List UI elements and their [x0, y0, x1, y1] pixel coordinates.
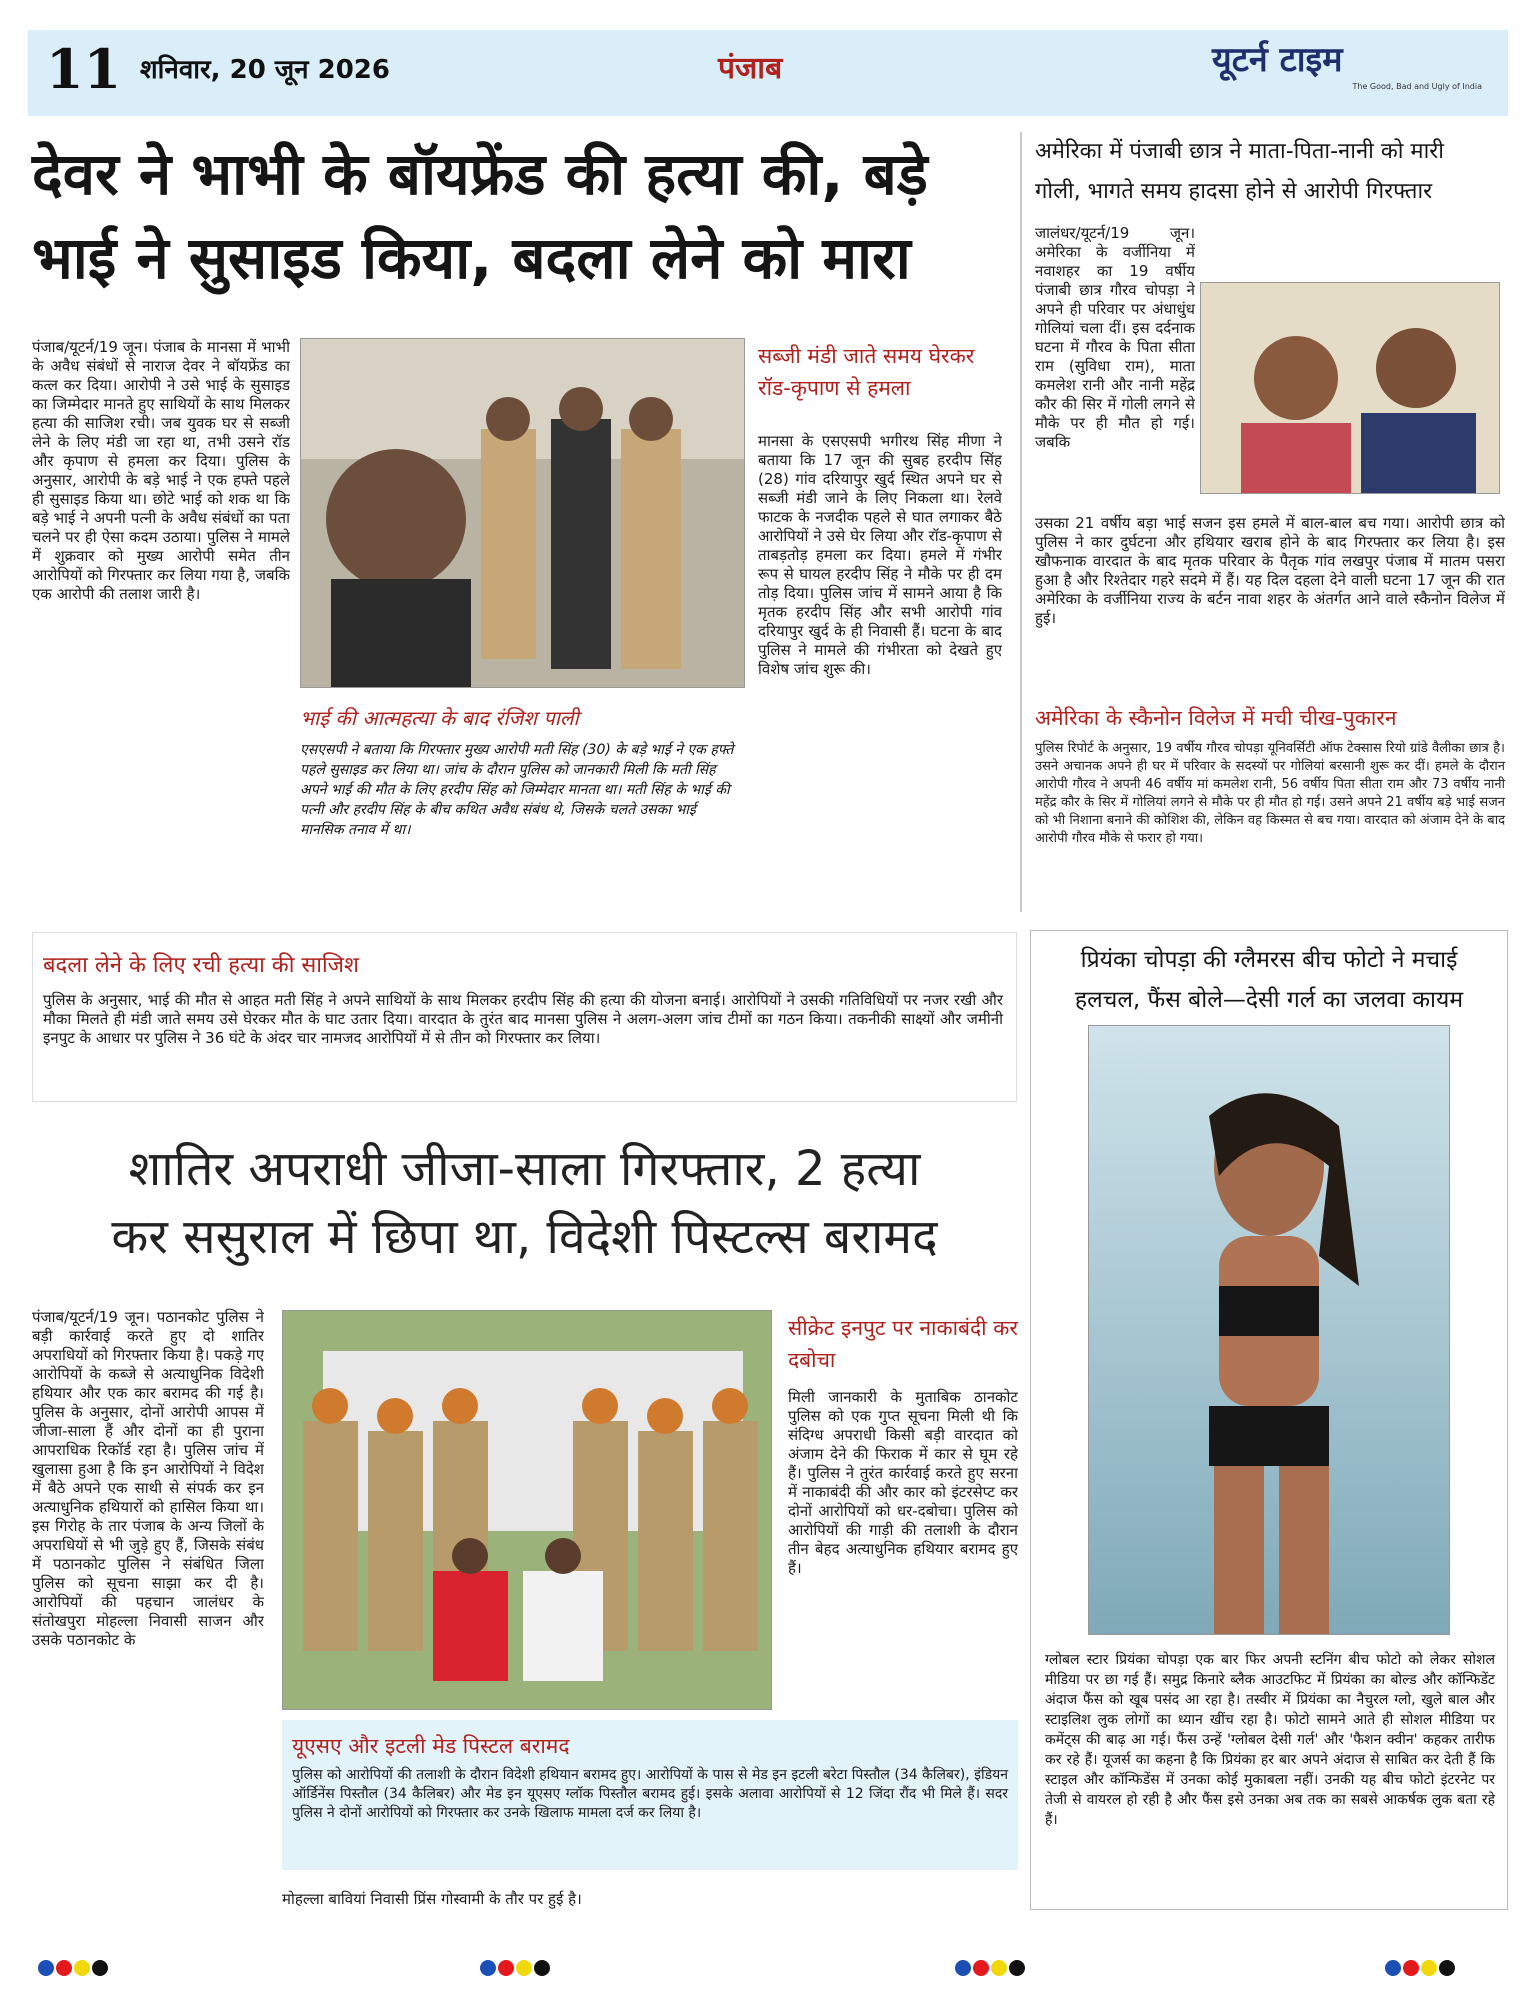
story3-box-text: पुलिस को आरोपियों की तलाशी के दौरान विदेशी हथियान बरामद हुए। आरोपियों के पास से मेड इन इटली बरेटा पिस्तौल (34 कैलिबर), इंडियन ऑर्डिनेंस पिस्तौल (34 कैलिबर) और मेड इन यूएसए ग्लॉक पिस्तौल बरामद हुई। इसके अलावा आरोपियों से 12 जिंदा रौंद भी मिले हैं। सदर पुलिस ने दोनों आरोपियों को गिरफ्तार कर उनके खिलाफ मामला दर्ज कर लिया है। [292, 1767, 1008, 1821]
registration-dot-red [56, 1960, 72, 1976]
story2-headline [1035, 132, 1505, 212]
story2-headline-line1: अमेरिका में पंजाबी छात्र ने माता-पिता-नानी को मारी [1035, 139, 1444, 164]
story3-headline-line2: कर ससुराल में छिपा था, विदेशी पिस्टल्स बरामद [111, 1209, 938, 1265]
story4-photo [1088, 1025, 1450, 1635]
registration-dot-black [1009, 1960, 1025, 1976]
registration-dot-yellow [74, 1960, 90, 1976]
story1-column1: पंजाब/यूटर्न/19 जून। पंजाब के मानसा में भाभी के अवैध संबंधों से नाराज देवर ने बॉयफ्रेंड का कत्ल कर दिया। आरोपी ने उसे भाई के सुसाइड का जिम्मेदार मानते हुए साथियों के साथ मिलकर हत्या की साजिश रची। जब युवक घर से सब्जी लेने के लिए मंडी जा रहा था, तभी उसने रॉड और कृपाण से हमला कर दिया। पुलिस के अनुसार, आरोपी के बड़े भाई ने एक हफ्ते पहले ही सुसाइड किया था। छोटे भाई को शक था कि बड़े भाई ने अपनी पत्नी के अवैध संबंधों का पता चलने पर ही ऐसा कदम उठाया। पुलिस ने मामले में शुक्रवार को मुख्य आरोपी समेत तीन आरोपियों को गिरफ्तार कर लिया गया है, जबकि एक आरोपी की तलाश जारी है। [32, 338, 290, 603]
story2-photo [1200, 282, 1500, 494]
story1-photo-caption-head: भाई की आत्महत्या के बाद रंजिश पाली [300, 706, 579, 730]
story1-photo-caption: एसएसपी ने बताया कि गिरफ्तार मुख्य आरोपी मती सिंह (30) के बड़े भाई ने एक हफ्ते पहले सुसाइड कर लिया था। जांच के दौरान पुलिस को जानकारी मिली कि मती सिंह अपने भाई की मौत के लिए हरदीप सिंह को जिम्मेदार मानता था। मती सिंह के भाई की पत्नी और हरदीप सिंह के बीच कथित अवैध संबंध थे, जिसके चलते उसका भाई मानसिक तनाव में था। [300, 742, 734, 838]
story3-headline [32, 1135, 1017, 1271]
registration-dot-red [1403, 1960, 1419, 1976]
divider-vertical [1020, 132, 1022, 912]
story1-headline [32, 132, 1022, 300]
registration-dot-yellow [991, 1960, 1007, 1976]
story3-column3: मिली जानकारी के मुताबिक ठानकोट पुलिस को एक गुप्त सूचना मिली थी कि संदिग्ध अपराधी किसी बड़ी वारदात को अंजाम देने की फिराक में कार से घूम रहे हैं। पुलिस ने तुरंत कार्रवाई करते हुए सरना में नाकाबंदी की और कार को इंटरसेप्ट कर दोनों आरोपियों को धर-दबोचा। पुलिस को आरोपियों की गाड़ी की तलाशी के दौरान तीन बेहद अत्याधुनिक हथियार बरामद हुए हैं। [788, 1388, 1018, 1577]
beach-portrait-photo-icon [1089, 1026, 1450, 1635]
story2-intro: जालंधर/यूटर्न/19 जून। अमेरिका के वर्जीनिया में नवाशहर का 19 वर्षीय पंजाबी छात्र गौरव चोपड़ा ने अपने ही परिवार पर अंधाधुंध गोलियां चला दीं। इस दर्दनाक घटना में गौरव के पिता सीता राम (सुविधा राम), माता कमलेश रानी और नानी महेंद्र कौर की सिर में गोली लगने से मौके पर ही मौत हो गई। जबकि [1035, 224, 1195, 451]
story3-boxed-section [282, 1720, 1018, 1870]
masthead-logo [1212, 38, 1492, 100]
registration-dot-blue [480, 1960, 496, 1976]
registration-dot-black [92, 1960, 108, 1976]
page-number: 11 [46, 37, 122, 101]
registration-dot-black [1439, 1960, 1455, 1976]
logo-text: यूटर्न टाइम [1212, 40, 1343, 80]
story3-photo [282, 1310, 772, 1710]
registration-dot-red [498, 1960, 514, 1976]
story2-subhead: अमेरिका के स्कैनोन विलेज में मची चीख-पुकारन [1035, 706, 1397, 730]
footer-dots-center [480, 1960, 552, 1980]
story1-photo [300, 338, 745, 688]
story1-headline-line2: भाई ने सुसाइड किया, बदला लेने को मारा [32, 224, 911, 292]
story2-body: उसका 21 वर्षीय बड़ा भाई सजन इस हमले में बाल-बाल बच गया। आरोपी छात्र को पुलिस ने कार दुर्घटना और हथियार खराब होने के बाद गिरफ्तार कर लिया है। इस खौफनाक वारदात के बाद मृतक परिवार के पैतृक गांव लखपुर पंजाब में मातम पसरा हुआ है और रिश्तेदार गहरे सदमे में हैं। यह दिल दहला देने वाली घटना 17 जून की रात अमेरिका के वर्जीनिया राज्य के बर्टन नावा शहर के अंतर्गत आने वाले स्कैनोन विलेज में हुई। [1035, 514, 1505, 627]
footer-dots-right [955, 1960, 1027, 1980]
issue-date: शनिवार, 20 जून 2026 [140, 55, 390, 85]
footer-dots-left [38, 1960, 110, 1980]
story2-headline-line2: गोली, भागते समय हादसा होने से आरोपी गिरफ्तार [1035, 179, 1433, 204]
registration-dot-yellow [516, 1960, 532, 1976]
story4-text: ग्लोबल स्टार प्रियंका चोपड़ा एक बार फिर अपनी स्टनिंग बीच फोटो को लेकर सोशल मीडिया पर छा गई हैं। समुद्र किनारे ब्लैक आउटफिट में प्रियंका का बोल्ड और कॉन्फिडेंट अंदाज फैंस को खूब पसंद आ रहा है। तस्वीर में प्रियंका का नैचुरल ग्लो, खुले बाल और स्टाइलिश लुक लोगों का ध्यान खींच रहा है। फोटो सामने आते ही सोशल मीडिया पर कमेंट्स की बाढ़ आ गई। फैंस उन्हें 'ग्लोबल देसी गर्ल' और 'फैशन क्वीन' कहकर तारीफ कर रहे हैं। यूजर्स का कहना है कि प्रियंका हर बार अपने अंदाज से साबित कर देती हैं कि स्टाइल और कॉन्फिडेंस में उनका कोई मुकाबला नहीं। उनकी यह बीच फोटो इंटरनेट पर तेजी से वायरल हो रही है और फैंस इसे उनका अब तक का सबसे आकर्षक लुक बता रहे हैं। [1045, 1652, 1495, 1828]
story3-box-head: यूएसए और इटली मेड पिस्टल बरामद [292, 1734, 570, 1758]
registration-dot-blue [1385, 1960, 1401, 1976]
story1-box-head: बदला लेने के लिए रची हत्या की साजिश [43, 953, 359, 978]
registration-dot-blue [955, 1960, 971, 1976]
story3-tail: मोहल्ला बावियां निवासी प्रिंस गोस्वामी के तौर पर हुई है। [282, 1890, 582, 1908]
police-with-accused-photo-icon [283, 1311, 772, 1710]
police-escort-photo-icon [301, 339, 745, 688]
story2-subtext: पुलिस रिपोर्ट के अनुसार, 19 वर्षीय गौरव चोपड़ा यूनिवर्सिटी ऑफ टेक्सास रियो ग्रांडे वैलीका छात्र है। उसने अचानक अपने ही घर में परिवार के सदस्यों पर गोलियां बरसानी शुरू कर दीं। हमले के दौरान आरोपी गौरव ने अपनी 46 वर्षीय मां कमलेश रानी, 56 वर्षीय पिता सीता राम और 73 वर्षीय नानी महेंद्र कौर के सिर में गोलियां लगने से मौके पर ही मौत हो गई। उसने अपने 21 वर्षीय बड़े भाई सजन को भी निशाना बनाने की कोशिश की, लेकिन वह किस्मत से बच गया। वारदात को अंजाम देने के बाद आरोपी गौरव मौके से फरार हो गया। [1035, 741, 1505, 846]
story1-boxed-section [32, 932, 1017, 1102]
story1-box-text: पुलिस के अनुसार, भाई की मौत से आहत मती सिंह ने अपने साथियों के साथ मिलकर हरदीप सिंह की हत्या की योजना बनाई। आरोपियों ने उसकी गतिविधियों पर नजर रखी और मौका मिलते ही मंडी जाते समय उसे घेरकर मौत के घाट उतार दिया। वारदात के तुरंत बाद मानसा पुलिस ने अलग-अलग जांच टीमों का गठन किया। तकनीकी साक्ष्यों और जमीनी इनपुट के आधार पर पुलिस ने 36 घंटे के अंदर चार नामजद आरोपियों में से तीन को गिरफ्तार कर लिया। [43, 991, 1003, 1047]
story4-headline-line2: हलचल, फैंस बोले—देसी गर्ल का जलवा कायम [1074, 987, 1464, 1013]
story4-headline-line1: प्रियंका चोपड़ा की ग्लैमरस बीच फोटो ने मचाई [1080, 947, 1458, 973]
couple-portrait-photo-icon [1201, 283, 1500, 494]
story4-headline [1040, 940, 1498, 1020]
section-name: पंजाब [718, 51, 783, 86]
story3-column1: पंजाब/यूटर्न/19 जून। पठानकोट पुलिस ने बड़ी कार्रवाई करते हुए दो शातिर अपराधियों को गिरफ्तार किया है। पकड़े गए आरोपियों के कब्जे से अत्याधुनिक विदेशी हथियार और एक कार बरामद की गई है। पुलिस के अनुसार, दोनों आरोपी आपस में जीजा-साला हैं और दोनों का ही पुराना आपराधिक रिकॉर्ड रहा है। पुलिस जांच में खुलासा हुआ है कि इन आरोपियों ने विदेश में बैठे अपने एक साथी से संपर्क कर इन अत्याधुनिक हथियारों को हासिल किया था। इस गिरोह के तार पंजाब के अन्य जिलों के अपराधियों से भी जुड़े हुए हैं, जिसके संबंध में पठानकोट पुलिस ने संबंधित जिला पुलिस को सूचना साझा कर दी है। आरोपियों की पहचान जालंधर के संतोखपुरा मोहल्ला निवासी साजन और उसके पठानकोट के [32, 1308, 264, 1649]
registration-dot-red [973, 1960, 989, 1976]
story1-headline-line1: देवर ने भाभी के बॉयफ्रेंड की हत्या की, बड़े [32, 140, 928, 208]
story3-headline-line1: शातिर अपराधी जीजा-साला गिरफ्तार, 2 हत्या [128, 1141, 921, 1197]
story1-column3: मानसा के एसएसपी भगीरथ सिंह मीणा ने बताया कि 17 जून की सुबह हरदीप सिंह (28) गांव दरियापुर खुर्द स्थित अपने घर से सब्जी मंडी जाने के लिए निकला था। रेलवे फाटक के नजदीक पहले से घात लगाकर बैठे आरोपियों ने उसे घेर लिया और रॉड-कृपाण से ताबड़तोड़ हमला कर दिया। हमले में गंभीर रूप से घायल हरदीप सिंह ने मौके पर ही दम तोड़ दिया। पुलिस जांच में सामने आया है कि मृतक हरदीप सिंह और सभी आरोपी गांव दरियापुर खुर्द के ही निवासी हैं। घटना के बाद पुलिस ने मामले की गंभीरता को देखते हुए विशेष जांच शुरू की। [758, 432, 1002, 678]
registration-dot-black [534, 1960, 550, 1976]
registration-dot-yellow [1421, 1960, 1437, 1976]
registration-dot-blue [38, 1960, 54, 1976]
logo-tagline: The Good, Bad and Ugly of India [1352, 82, 1482, 91]
story1-subhead: सब्जी मंडी जाते समय घेरकर रॉड-कृपाण से हमला [758, 344, 975, 400]
footer-dots-far-right [1385, 1960, 1457, 1980]
story3-subhead: सीक्रेट इनपुट पर नाकाबंदी कर दबोचा [788, 1316, 1019, 1372]
